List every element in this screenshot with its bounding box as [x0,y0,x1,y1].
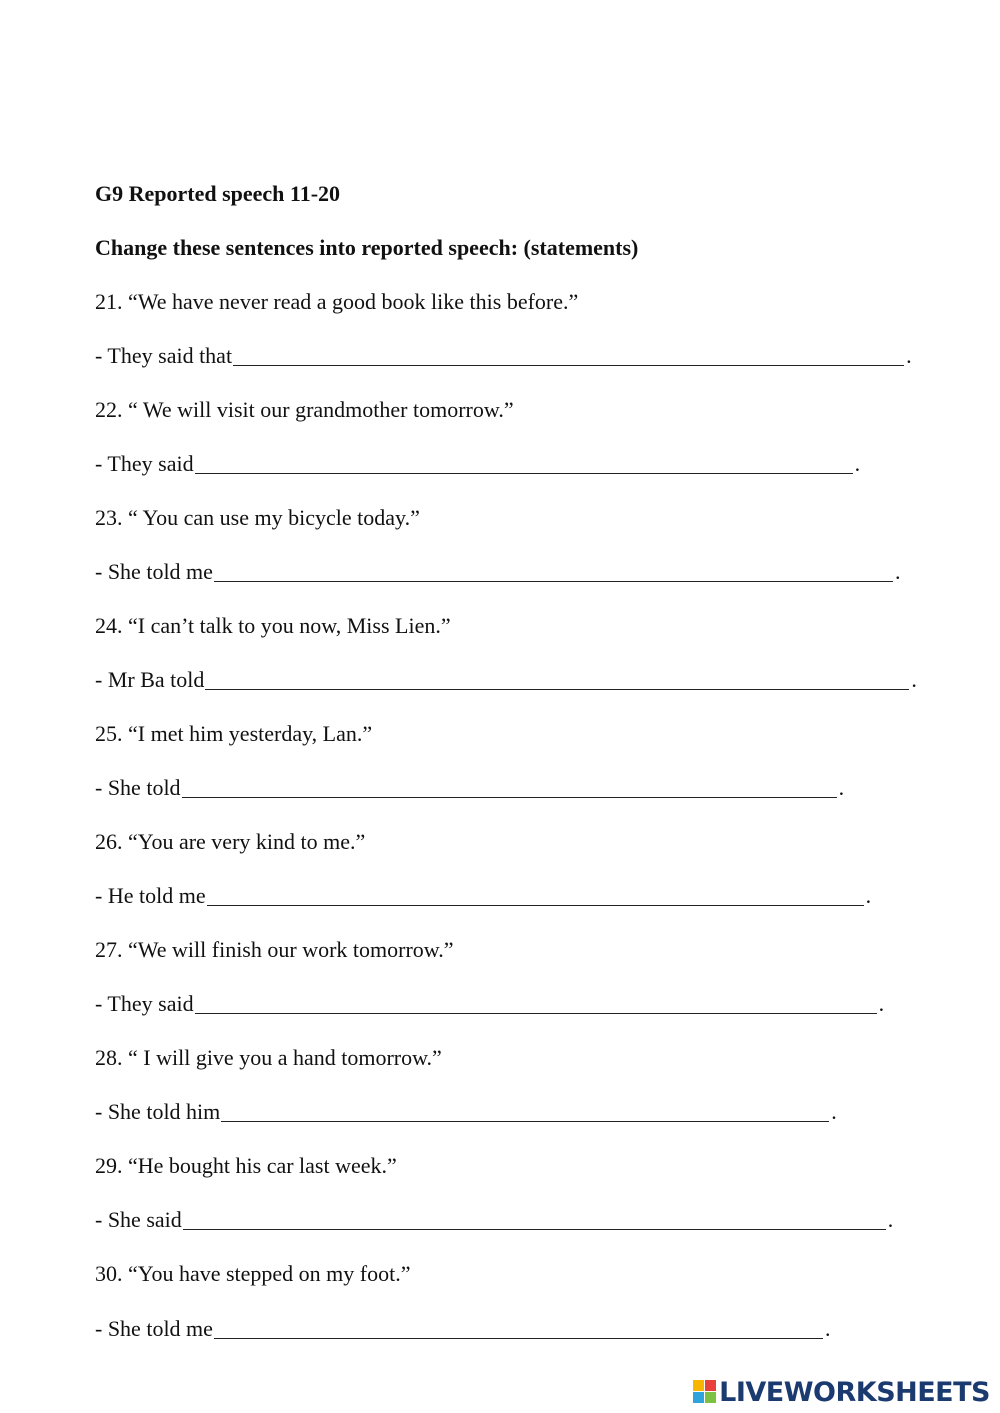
answer-prompt: - She said [95,1207,182,1232]
worksheet-title: G9 Reported speech 11-20 [95,181,341,206]
question-21: 21. “We have never read a good book like this before.” [95,289,579,314]
question-24: 24. “I can’t talk to you now, Miss Lien.” [95,613,451,638]
answer-prompt: - They said [95,991,194,1016]
answer-blank-21[interactable] [233,364,904,366]
logo-square-icon [705,1380,716,1391]
answer-blank-29[interactable] [183,1228,886,1230]
answer-blank-24[interactable] [205,688,909,690]
full-stop: . [854,451,861,476]
full-stop: . [838,775,845,800]
answer-row-29 [95,1204,893,1236]
logo-square-icon [705,1392,716,1403]
full-stop: . [906,343,912,368]
answer-row-30 [95,1313,830,1345]
full-stop: . [824,1316,831,1341]
answer-prompt: - She told him [95,1099,221,1124]
answer-prompt: - They said that [95,343,233,368]
answer-prompt: - She told [95,775,181,800]
logo-square-icon [693,1392,704,1403]
liveworksheets-logo[interactable] [693,1377,990,1407]
full-stop: . [894,559,901,584]
full-stop: . [887,1207,894,1232]
answer-blank-28[interactable] [221,1120,829,1122]
question-22: 22. “ We will visit our grandmother tomorrow.” [95,397,514,422]
answer-prompt: - He told me [95,883,206,908]
answer-prompt: - She told me [95,1316,213,1341]
answer-blank-27[interactable] [195,1012,877,1014]
answer-row-27 [95,988,884,1020]
question-28: 28. “ I will give you a hand tomorrow.” [95,1045,442,1070]
answer-row-24 [95,664,917,696]
answer-prompt: - Mr Ba told [95,667,205,692]
liveworksheets-mark-icon [693,1380,717,1404]
question-27: 27. “We will finish our work tomorrow.” [95,937,454,962]
answer-row-22 [95,448,860,480]
answer-blank-26[interactable] [207,904,864,906]
answer-row-26 [95,880,871,912]
full-stop: . [831,1099,837,1124]
full-stop: . [911,667,917,692]
answer-blank-30[interactable] [214,1337,823,1339]
answer-blank-23[interactable] [214,580,893,582]
answer-row-21 [95,340,912,372]
answer-blank-22[interactable] [195,472,853,474]
logo-square-icon [693,1380,704,1391]
instruction-text: Change these sentences into reported speech: (statements) [95,235,639,260]
question-25: 25. “I met him yesterday, Lan.” [95,721,373,746]
answer-row-28 [95,1096,837,1128]
answer-prompt: - She told me [95,559,213,584]
full-stop: . [878,991,885,1016]
question-26: 26. “You are very kind to me.” [95,829,366,854]
answer-prompt: - They said [95,451,194,476]
logo-text: LIVEWORKSHEETS [719,1376,990,1408]
question-29: 29. “He bought his car last week.” [95,1153,397,1178]
answer-row-25 [95,772,844,804]
answer-row-23 [95,556,900,588]
full-stop: . [865,883,872,908]
question-30: 30. “You have stepped on my foot.” [95,1261,411,1286]
question-23: 23. “ You can use my bicycle today.” [95,505,420,530]
answer-blank-25[interactable] [182,796,837,798]
